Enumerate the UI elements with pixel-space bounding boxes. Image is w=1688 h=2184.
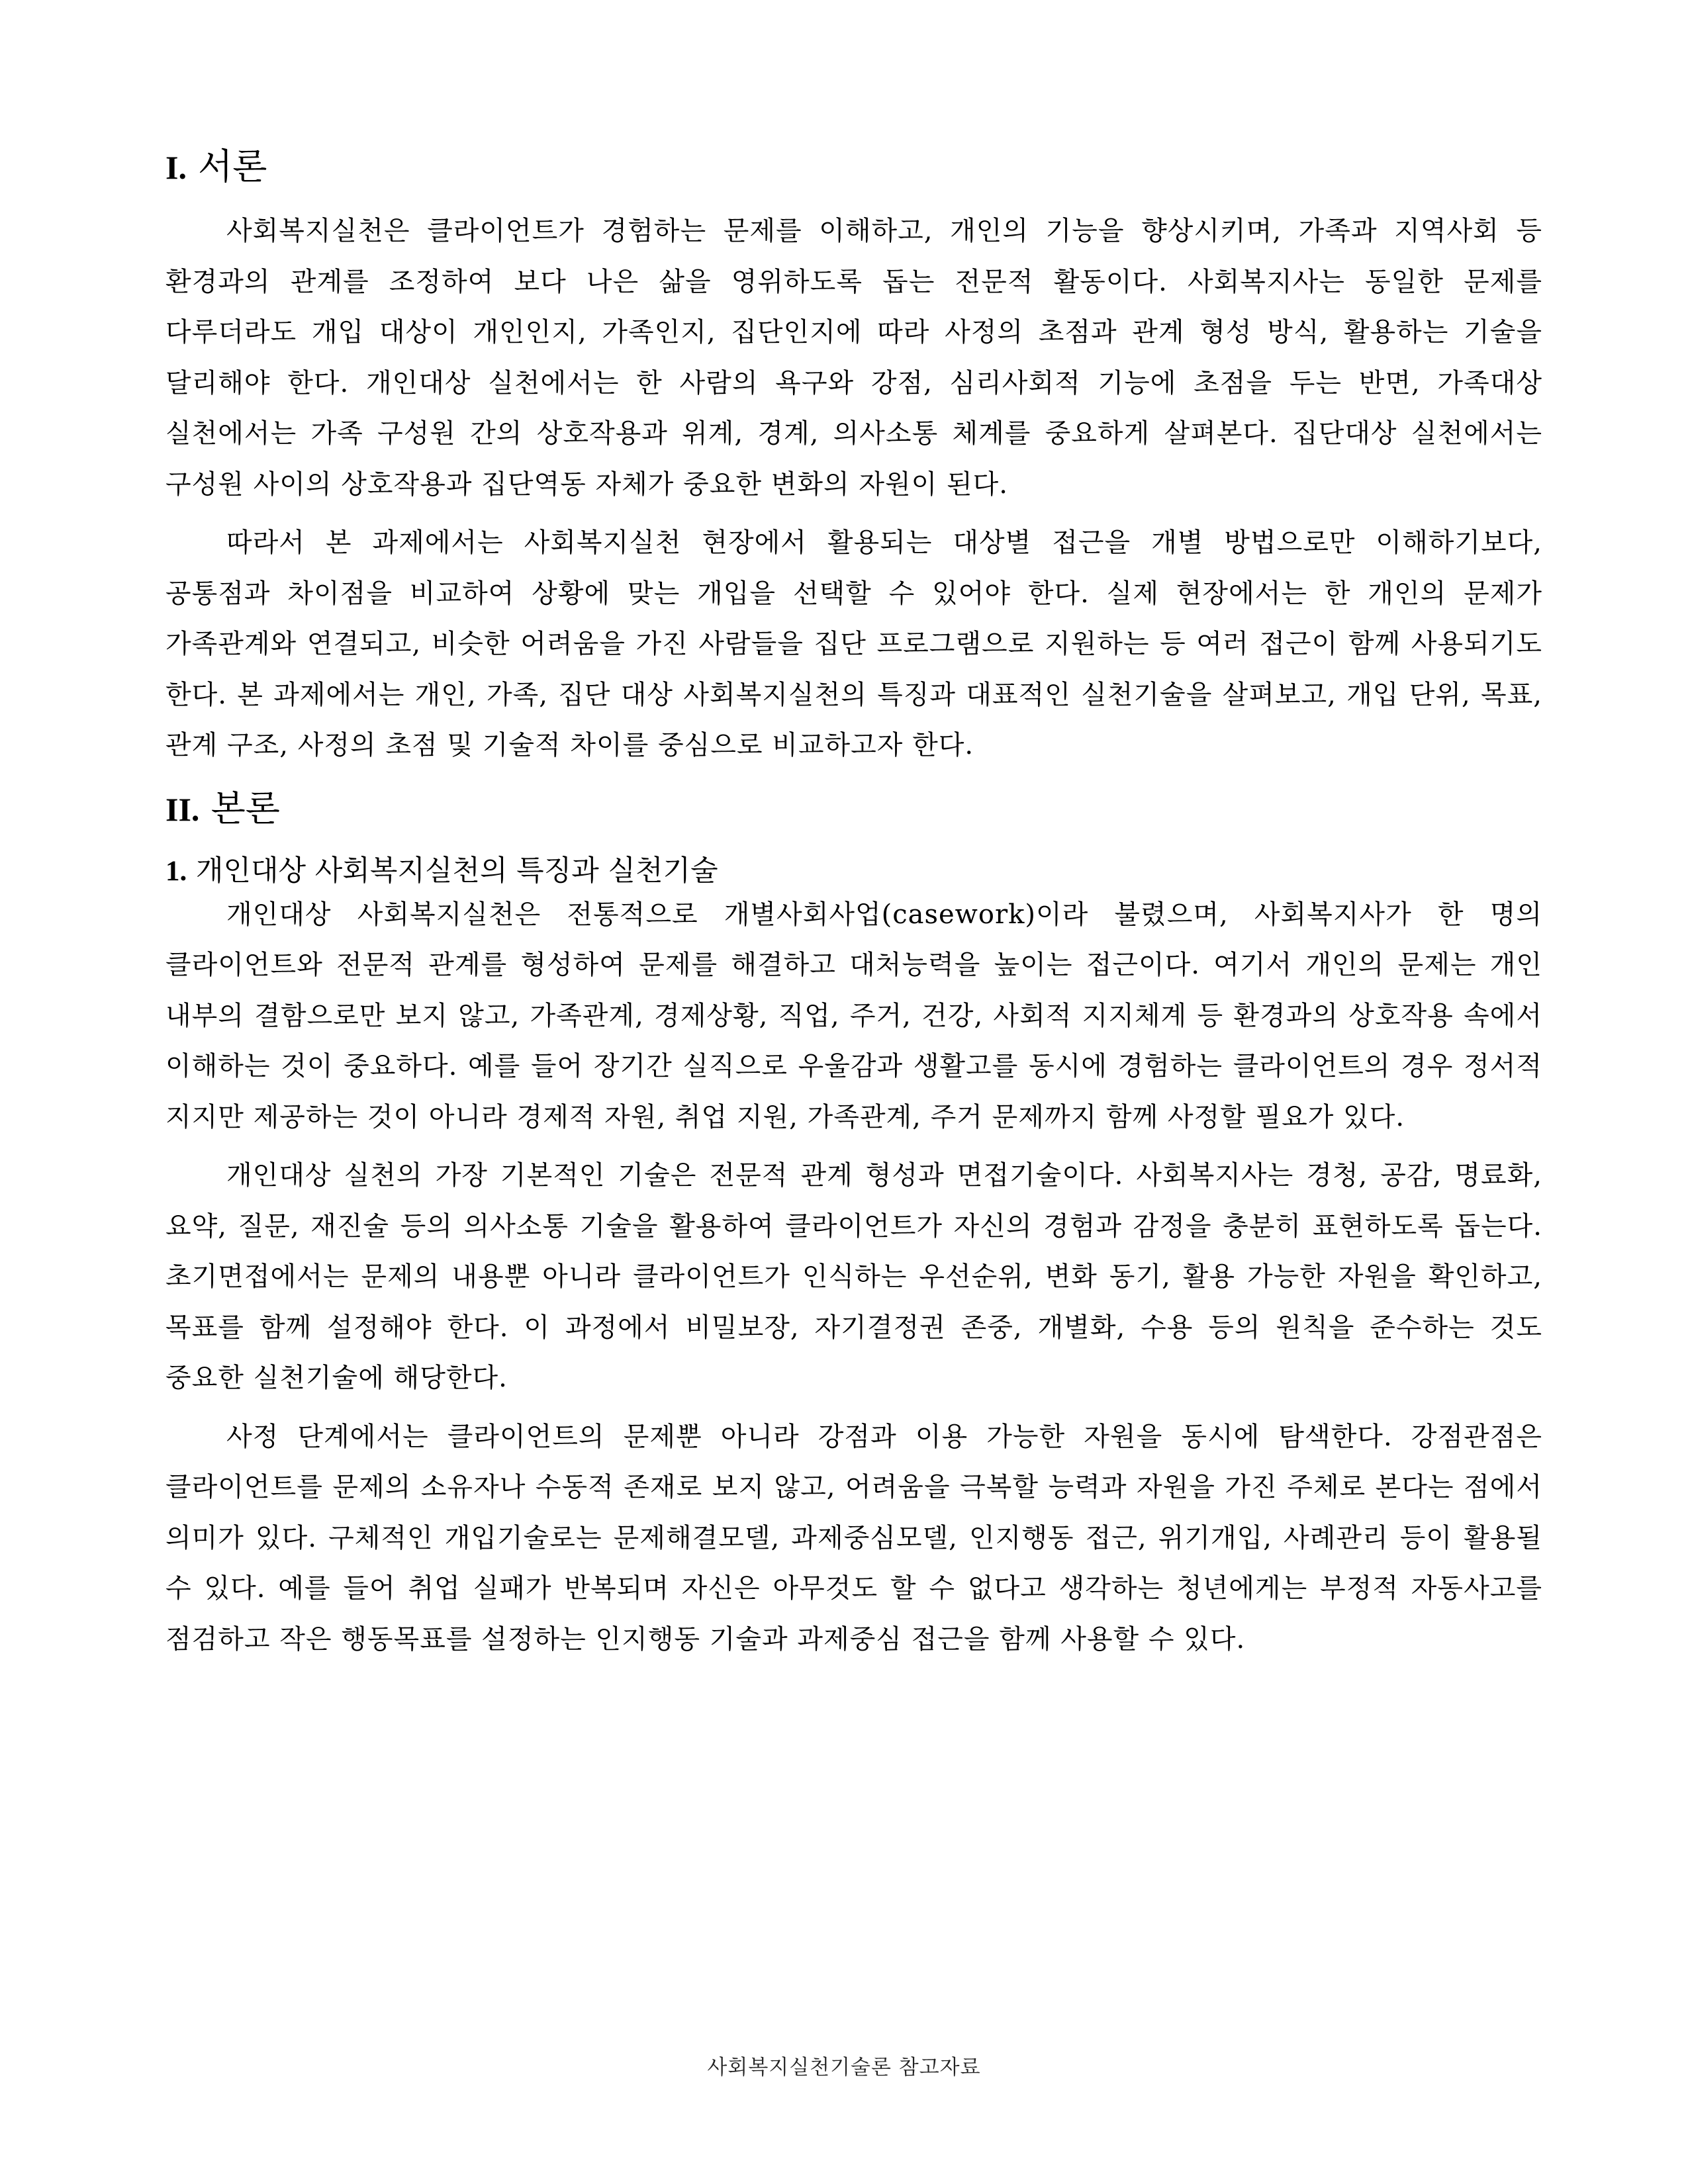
- subsection-heading: [165, 854, 1542, 887]
- section-number: I.: [165, 149, 187, 186]
- subsection-number: 1.: [165, 855, 187, 887]
- document-page: [165, 146, 1542, 1664]
- subsection-title: 개인대상 사회복지실천의 특징과 실천기술: [195, 854, 718, 887]
- section-title: 본론: [211, 787, 280, 829]
- body-paragraph: 따라서 본 과제에서는 사회복지실천 현장에서 활용되는 대상별 접근을 개별 방법으로만 이해하기보다, 공통점과 차이점을 비교하여 상황에 맞는 개입을 선택할 수 있어야 한다. 실제 현장에서는 한 개인의 문제가 가족관계와 연결되고, 비슷한 어려움을 가진 사람들을 집단 프로그램으로 지원하는 등 여러 접근이 함께 사용되기도 한다. 본 과제에서는 개인, 가족, 집단 대상 사회복지실천의 특징과 대표적인 실천기술을 살펴보고, 개입 단위, 목표, 관계 구조, 사정의 초점 및 기술적 차이를 중심으로 비교하고자 한다.: [165, 527, 1542, 760]
- section-title: 서론: [198, 146, 267, 187]
- section-heading-body: [165, 787, 1542, 829]
- section-heading-intro: [165, 146, 1542, 187]
- body-paragraph: 사정 단계에서는 클라이언트의 문제뿐 아니라 강점과 이용 가능한 자원을 동시에 탐색한다. 강점관점은 클라이언트를 문제의 소유자나 수동적 존재로 보지 않고, 어려움을 극복할 능력과 자원을 가진 주체로 본다는 점에서 의미가 있다. 구체적인 개입기술로는 문제해결모델, 과제중심모델, 인지행동 접근, 위기개입, 사례관리 등이 활용될 수 있다. 예를 들어 취업 실패가 반복되며 자신은 아무것도 할 수 없다고 생각하는 청년에게는 부정적 자동사고를 점검하고 작은 행동목표를 설정하는 인지행동 기술과 과제중심 접근을 함께 사용할 수 있다.: [165, 1421, 1542, 1655]
- page-footer: 사회복지실천기술론 참고자료: [707, 2056, 981, 2079]
- section-number: II.: [165, 790, 200, 828]
- body-paragraph: 개인대상 실천의 가장 기본적인 기술은 전문적 관계 형성과 면접기술이다. 사회복지사는 경청, 공감, 명료화, 요약, 질문, 재진술 등의 의사소통 기술을 활용하여 클라이언트가 자신의 경험과 감정을 충분히 표현하도록 돕는다. 초기면접에서는 문제의 내용뿐 아니라 클라이언트가 인식하는 우선순위, 변화 동기, 활용 가능한 자원을 확인하고, 목표를 함께 설정해야 한다. 이 과정에서 비밀보장, 자기결정권 존중, 개별화, 수용 등의 원칙을 준수하는 것도 중요한 실천기술에 해당한다.: [165, 1160, 1542, 1393]
- body-paragraph: 사회복지실천은 클라이언트가 경험하는 문제를 이해하고, 개인의 기능을 향상시키며, 가족과 지역사회 등 환경과의 관계를 조정하여 보다 나은 삶을 영위하도록 돕는 전문적 활동이다. 사회복지사는 동일한 문제를 다루더라도 개입 대상이 개인인지, 가족인지, 집단인지에 따라 사정의 초점과 관계 형성 방식, 활용하는 기술을 달리해야 한다. 개인대상 실천에서는 한 사람의 욕구와 강점, 심리사회적 기능에 초점을 두는 반면, 가족대상 실천에서는 가족 구성원 간의 상호작용과 위계, 경계, 의사소통 체계를 중요하게 살펴본다. 집단대상 실천에서는 구성원 사이의 상호작용과 집단역동 자체가 중요한 변화의 자원이 된다.: [165, 216, 1542, 500]
- body-paragraph: 개인대상 사회복지실천은 전통적으로 개별사회사업(casework)이라 불렸으며, 사회복지사가 한 명의 클라이언트와 전문적 관계를 형성하여 문제를 해결하고 대처능력을 높이는 접근이다. 여기서 개인의 문제는 개인 내부의 결함으로만 보지 않고, 가족관계, 경제상황, 직업, 주거, 건강, 사회적 지지체계 등 환경과의 상호작용 속에서 이해하는 것이 중요하다. 예를 들어 장기간 실직으로 우울감과 생활고를 동시에 경험하는 클라이언트의 경우 정서적 지지만 제공하는 것이 아니라 경제적 자원, 취업 지원, 가족관계, 주거 문제까지 함께 사정할 필요가 있다.: [165, 899, 1542, 1132]
